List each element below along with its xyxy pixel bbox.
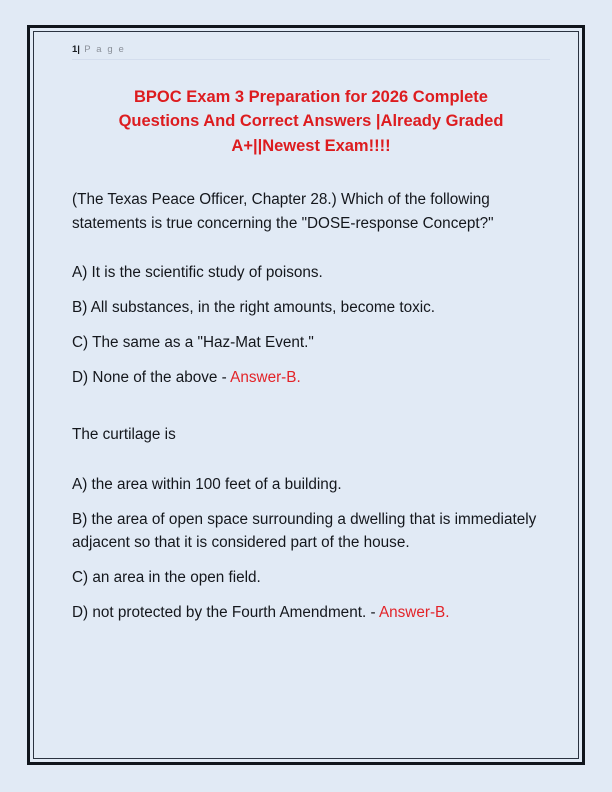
option-b[interactable] bbox=[72, 296, 550, 320]
option-text: B) the area of open space surrounding a dwelling that is immediately adjacent so that it is considered part of the house. bbox=[72, 510, 537, 552]
question-options bbox=[72, 473, 550, 625]
option-d[interactable] bbox=[72, 366, 550, 390]
page-header-label: P a g e bbox=[84, 44, 126, 55]
option-c[interactable] bbox=[72, 331, 550, 355]
option-text: B) All substances, in the right amounts, become toxic. bbox=[72, 299, 436, 317]
page-header-separator: | bbox=[77, 44, 80, 55]
question-stem: (The Texas Peace Officer, Chapter 28.) Which of the following statements is true concerning the "DOSE-response Concept?" bbox=[72, 190, 494, 232]
answer-key: Answer-B. bbox=[230, 369, 301, 387]
option-text: D) not protected by the Fourth Amendment. - bbox=[72, 604, 379, 622]
page-title: BPOC Exam 3 Preparation for 2026 Complete Questions And Correct Answers |Already Graded A+||Newest Exam!!!! bbox=[118, 88, 504, 155]
option-text: C) an area in the open field. bbox=[72, 569, 261, 587]
option-text: A) the area within 100 feet of a building. bbox=[72, 475, 342, 493]
page-header bbox=[72, 44, 550, 60]
question-block-2 bbox=[72, 423, 550, 625]
option-a[interactable] bbox=[72, 473, 550, 497]
option-text: A) It is the scientific study of poisons. bbox=[72, 264, 323, 282]
page-number: 1 bbox=[72, 44, 78, 55]
document-page-border bbox=[27, 25, 585, 765]
question-options bbox=[72, 261, 550, 389]
option-b[interactable] bbox=[72, 508, 550, 556]
option-text: C) The same as a "Haz-Mat Event." bbox=[72, 334, 314, 352]
document-page-inner-border bbox=[33, 31, 579, 759]
question-block-1 bbox=[72, 188, 550, 390]
option-a[interactable] bbox=[72, 261, 550, 285]
question-stem: The curtilage is bbox=[72, 425, 176, 443]
option-d[interactable] bbox=[72, 601, 550, 625]
option-c[interactable] bbox=[72, 566, 550, 590]
answer-key: Answer-B. bbox=[378, 604, 450, 622]
document-content bbox=[34, 32, 578, 758]
option-text: D) None of the above - bbox=[72, 369, 231, 387]
